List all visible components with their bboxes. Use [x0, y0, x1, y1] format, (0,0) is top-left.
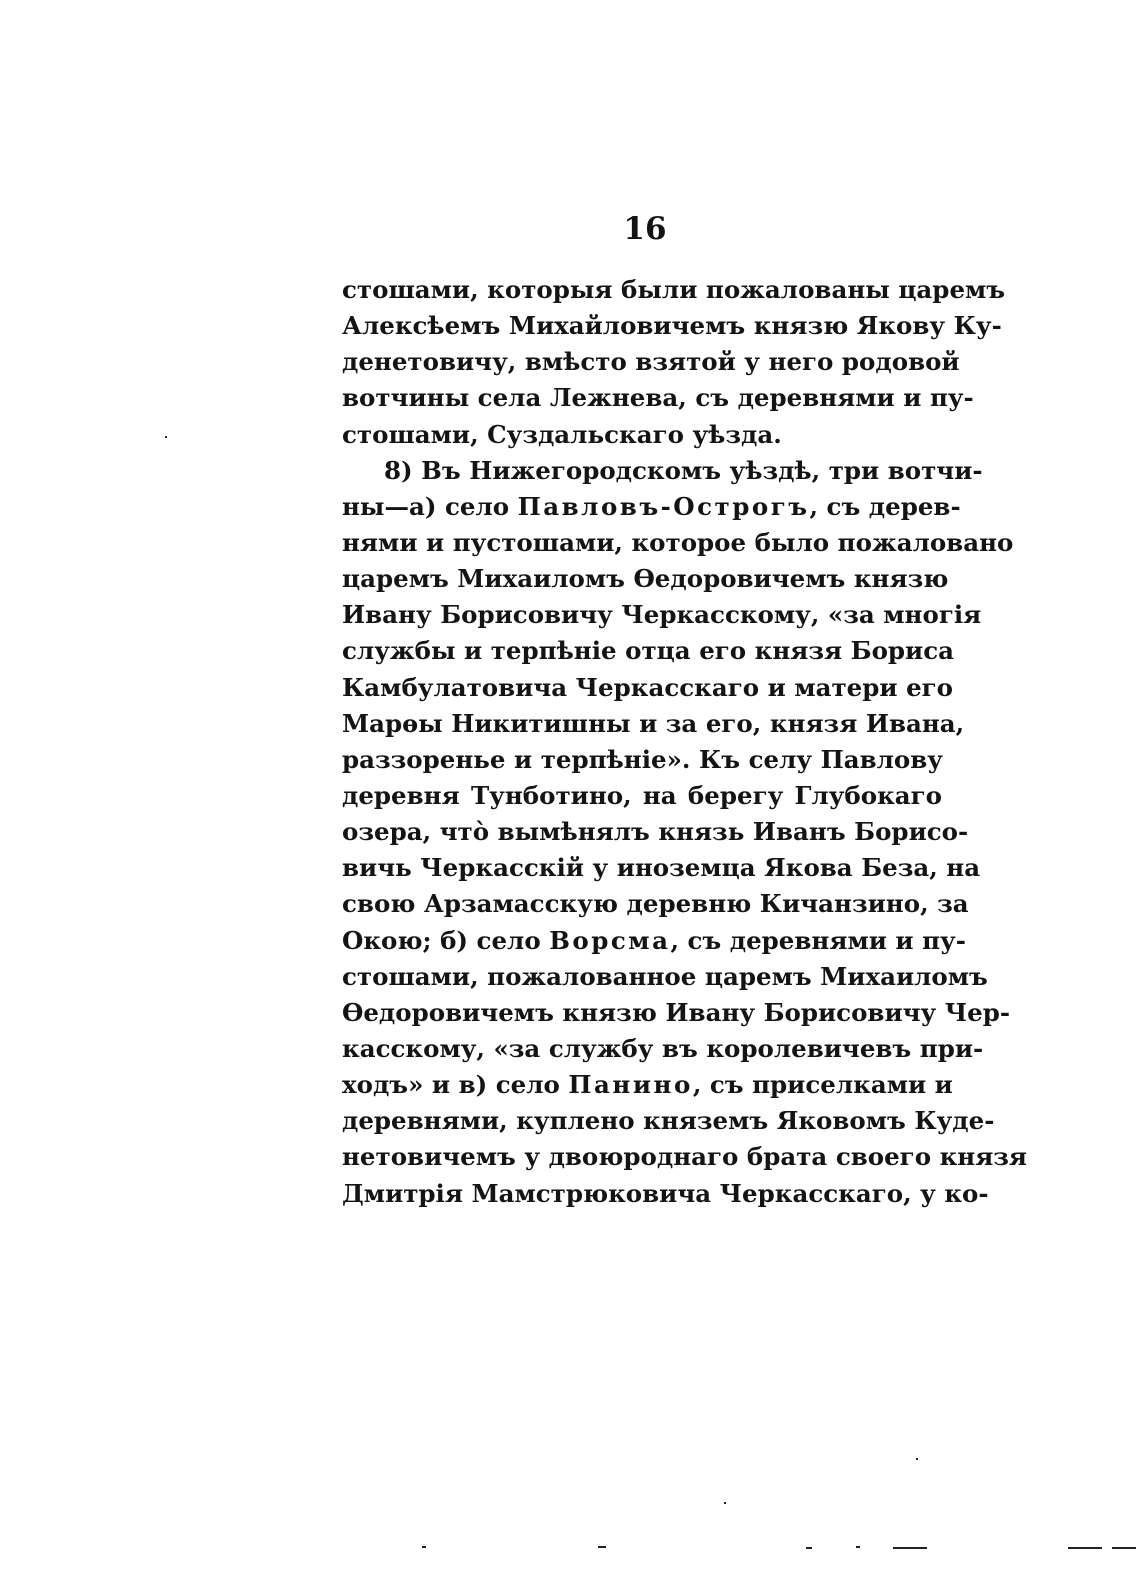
scan-speck: [1068, 1547, 1102, 1549]
text-line: раззоренье и терпѣніе». Къ селу Павлову: [342, 744, 943, 774]
text-line: 8) Въ Нижегородскомъ уѣздѣ, три вотчи-: [384, 455, 983, 485]
text-line: денетовичу, вмѣсто взятой у него родовой: [342, 347, 960, 377]
text-line: вичь Черкасскій у иноземца Якова Беза, на: [342, 853, 981, 883]
text-line: деревнями, куплено княземъ Яковомъ Куде-: [342, 1106, 995, 1136]
text-line: стошами, Суздальскаго уѣзда.: [342, 419, 782, 449]
text-line: Ѳедоровичемъ князю Ивану Борисовичу Чер-: [342, 997, 1011, 1027]
scan-speck: [422, 1546, 426, 1548]
scan-speck: [598, 1546, 606, 1548]
text-line: Окою; б) село Ворсма, съ деревнями и пу-: [342, 925, 966, 955]
place-name-spaced: Павловъ-Острогъ: [517, 491, 810, 521]
scan-speck: [165, 436, 167, 438]
page-number: 16: [623, 211, 667, 247]
text-line: Марѳы Никитишны и за его, князя Ивана,: [342, 708, 965, 738]
text-line: ны—а) село Павловъ-Острогъ, съ дерев-: [342, 491, 961, 521]
text-line: Ивану Борисовичу Черкасскому, «за многія: [342, 600, 982, 630]
text-line: службы и терпѣніе отца его князя Бориса: [342, 636, 955, 666]
text-line: царемъ Михаиломъ Ѳедоровичемъ князю: [342, 564, 949, 594]
text-line: касскому, «за службу въ королевичевъ при-: [342, 1033, 984, 1063]
place-name-spaced: Панино: [568, 1070, 693, 1100]
scan-speck: [916, 1458, 918, 1460]
place-name-spaced: Ворсма: [549, 925, 671, 955]
scan-speck: [806, 1547, 812, 1549]
scan-speck: [856, 1546, 860, 1548]
text-line: стошами, пожалованное царемъ Михаиломъ: [342, 961, 988, 991]
scan-speck: [1112, 1547, 1136, 1549]
text-line: Камбулатовича Черкасскаго и матери его: [342, 672, 954, 702]
text-line: Алексѣемъ Михайловичемъ князю Якову Ку-: [342, 311, 1002, 341]
scan-speck: [893, 1547, 927, 1549]
text-line: озера, что̀ вымѣнялъ князь Иванъ Борисо-: [342, 817, 969, 847]
text-line: нями и пустошами, которое было пожаловано: [342, 527, 1014, 557]
text-line: стошами, которыя были пожалованы царемъ: [342, 275, 1006, 304]
text-line: свою Арзамасскую деревню Кичанзино, за: [342, 889, 969, 919]
text-line: вотчины села Лежнева, съ деревнями и пу-: [342, 383, 974, 413]
text-line: нетовичемъ у двоюроднаго брата своего князя: [342, 1142, 1028, 1172]
text-line: деревня Тунботино, на берегу Глубокаго: [342, 780, 942, 810]
scan-speck: [724, 1502, 726, 1504]
text-line: ходъ» и в) село Панино, съ приселками и: [342, 1070, 953, 1100]
text-line: Дмитрія Мамстрюковича Черкасскаго, у ко-: [342, 1178, 989, 1208]
body-text: [342, 272, 1028, 1212]
